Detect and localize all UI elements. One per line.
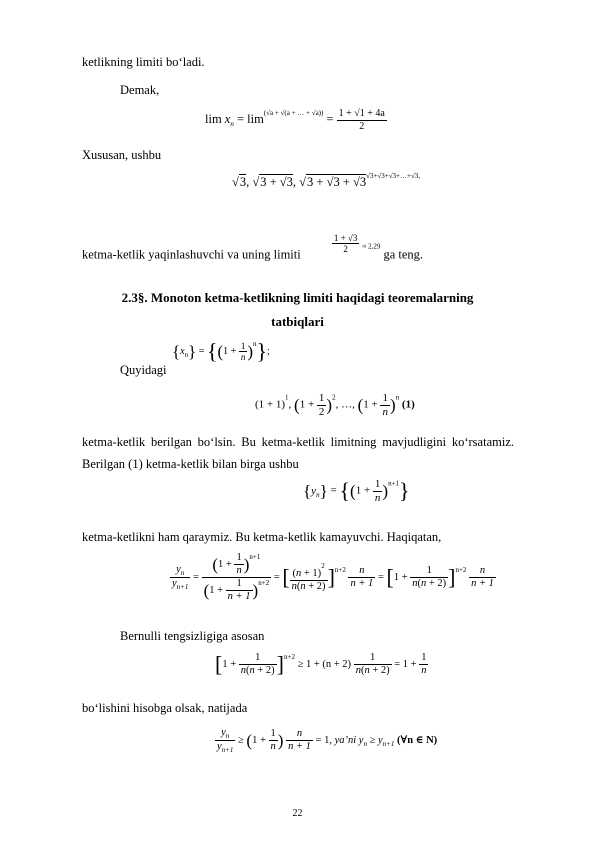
formula-sequence: √3, √3 + √3, $√3 + √3 + √3^{√3+√3+√3+\dots+√3,}$ — [232, 172, 421, 189]
text-line-1: ketlikning limiti bo‘ladi. — [82, 55, 205, 69]
formula-seq-1: $(1 + 1)^1$, (1 + $\frac{1}{2}$ )$^2$, …, (1 + $\frac{1}{n}$ )$^n$ (1) — [255, 392, 415, 418]
text-paragraph-1: ketma-ketlik berilgan bo‘lsin. Bu ketma-ketlik limitning mavjudligini ko‘rsatamiz. — [82, 435, 514, 449]
section-heading-line-1: 2.3§. Monoton ketma-ketlikning limiti haqidagi teoremalarning — [121, 290, 474, 305]
text-line-4: ketma-ketlik yaqinlashuvchi va uning limiti $\frac{1 + √3}{2}$ $^{\approx 2,29}$ ga teng. — [82, 233, 424, 262]
page-number: 22 — [292, 808, 303, 819]
text-quyidagi: Quyidagi — [120, 363, 167, 377]
formula-bernulli: [1 + $\frac{1}{n(n + 2)}$ ]$^{n+2}$ ≥ 1 + (n + 2) $\frac{1}{n(n + 2)}$ = 1 + $\frac{1}{n}$ — [215, 651, 427, 677]
formula-lim: $\lim x_n = \lim^{(√a + √(a + \dots + √a))}$ = $\frac{1 + √1 + 4a}{2}$ — [205, 108, 385, 132]
formula-conclusion: $\frac{y_n}{y_{n+1}}$ ≥ (1 + $\frac{1}{n}$ ) $\frac{n}{n + 1}$ = 1, ya’ni $y_n \ge y_{n+1}$ (∀n ∈ N) — [217, 727, 438, 755]
text-paragraph-2: Berilgan (1) ketma-ketlik bilan birga ushbu — [82, 457, 299, 471]
formula-yn-def: $\{y_n\} = \{(1$ + $\frac{1}{n}$ )$^{n+1}$} — [303, 478, 410, 504]
formula-xn-def: $\{x_n\} = \{(1$ + $\frac{1}{n}$ )$^n$}; — [172, 338, 270, 364]
text-paragraph-5: bo‘lishini hisobga olsak, natijada — [82, 701, 248, 715]
text-paragraph-3: ketma-ketlikni ham qaraymiz. Bu ketma-ketlik kamayuvchi. Haqiqatan, — [82, 530, 442, 544]
text-paragraph-4: Bernulli tengsizligiga asosan — [120, 629, 265, 643]
text-line-2: Demak, — [120, 83, 160, 97]
formula-ratio: $\frac{y_n}{y_{n+1}}$ = (1 + $\frac{1}{n}$ )$^{n+1}$ (1 + $\frac{1}{n + 1}$ )$^{n+2}$ = [ $\frac{(n + 1)^2}{n(n + 2)}$ ]$^{n+2}$ $\frac{n}{n + 1}$ = [1 + $\frac{1}{n(n + 2)}$ ]$^{n+2}$ $\frac{n}{n + 1}$ — [172, 552, 494, 603]
text-line-3: Xususan, ushbu — [82, 148, 162, 162]
section-heading-line-2: tatbiqlari — [271, 314, 324, 329]
